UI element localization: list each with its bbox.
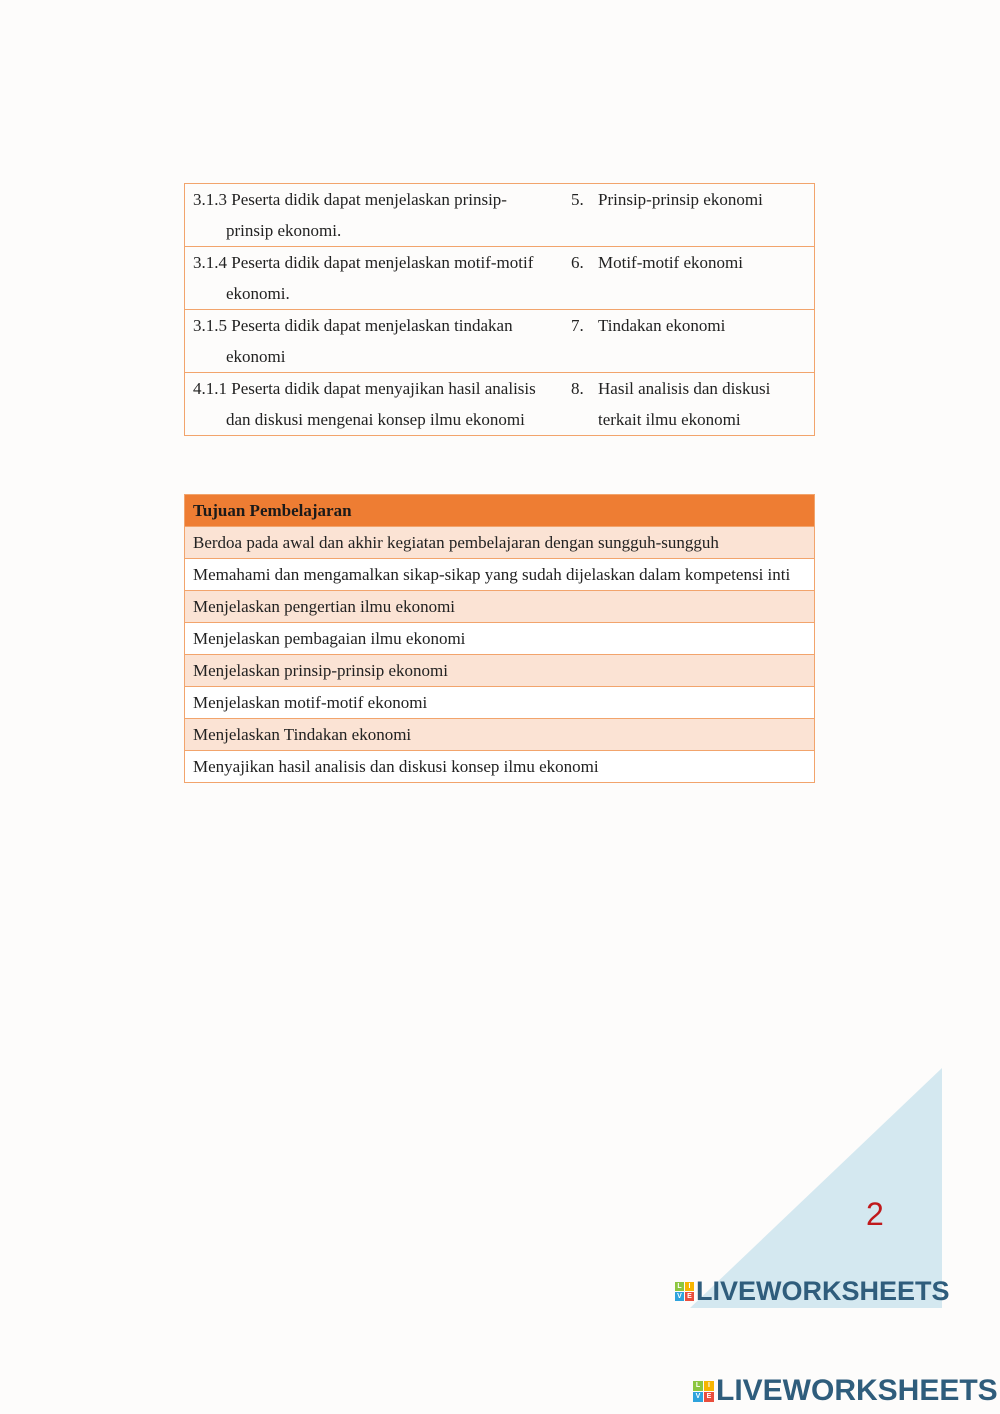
material-cell [559,310,815,373]
material-number: 7. [571,316,584,335]
indicator-cell [185,247,560,310]
logo-mark-cell: V [675,1292,684,1301]
tujuan-item: Menjelaskan motif-motif ekonomi [185,687,815,719]
page-number: 2 [866,1196,884,1232]
tujuan-item: Menjelaskan pengertian ilmu ekonomi [185,591,815,623]
tujuan-item: Menyajikan hasil analisis dan diskusi konsep ilmu ekonomi [185,751,815,783]
indicator-text: 3.1.5 Peserta didik dapat menjelaskan tindakan ekonomi [193,316,513,366]
logo-mark-cell: I [685,1282,694,1291]
tujuan-item: Menjelaskan Tindakan ekonomi [185,719,815,751]
material-text: Hasil analisis dan diskusi terkait ilmu ekonomi [598,379,771,429]
liveworksheets-footer-logo[interactable] [693,1374,998,1408]
table-row [185,655,815,687]
material-number: 5. [571,190,584,209]
material-text: Prinsip-prinsip ekonomi [598,190,763,209]
logo-mark-icon [693,1381,714,1402]
table-row [185,623,815,655]
table-row [185,527,815,559]
indicator-cell [185,310,560,373]
tujuan-item: Memahami dan mengamalkan sikap-sikap yang sudah dijelaskan dalam kompetensi inti [185,559,815,591]
tujuan-header: Tujuan Pembelajaran [185,495,815,527]
logo-mark-icon [675,1282,694,1301]
indicator-text: 3.1.3 Peserta didik dapat menjelaskan prinsip-prinsip ekonomi. [193,190,507,240]
tujuan-item: Berdoa pada awal dan akhir kegiatan pembelajaran dengan sungguh-sungguh [185,527,815,559]
tujuan-item: Menjelaskan pembagaian ilmu ekonomi [185,623,815,655]
table-row [185,247,815,310]
corner-triangle [690,1068,942,1308]
logo-mark-cell: I [704,1381,714,1391]
table-row [185,687,815,719]
logo-mark-cell: L [693,1381,703,1391]
table-row [185,559,815,591]
material-text: Motif-motif ekonomi [598,253,743,272]
tujuan-table [184,494,815,783]
logo-mark-cell: L [675,1282,684,1291]
triangle-shape [690,1068,942,1308]
liveworksheets-logo [675,1276,950,1307]
table-row [185,310,815,373]
material-cell [559,247,815,310]
indicator-text: 3.1.4 Peserta didik dapat menjelaskan motif-motif ekonomi. [193,253,534,303]
logo-text: LIVEWORKSHEETS [696,1276,950,1306]
material-cell [559,184,815,247]
material-number: 8. [571,379,584,398]
table-row [185,591,815,623]
table-row [185,719,815,751]
tujuan-header-row [185,495,815,527]
logo-mark-cell: E [685,1292,694,1301]
indicator-table [184,183,815,436]
logo-mark-cell: V [693,1392,703,1402]
indicator-cell [185,184,560,247]
material-text: Tindakan ekonomi [598,316,726,335]
tujuan-item: Menjelaskan prinsip-prinsip ekonomi [185,655,815,687]
indicator-cell [185,373,560,436]
table-row [185,751,815,783]
logo-mark-cell: E [704,1392,714,1402]
table-row [185,184,815,247]
indicator-text: 4.1.1 Peserta didik dapat menyajikan hasil analisis dan diskusi mengenai konsep ilmu ekonomi [193,379,536,429]
table-row [185,373,815,436]
material-cell [559,373,815,436]
material-number: 6. [571,253,584,272]
logo-text: LIVEWORKSHEETS [716,1374,998,1407]
